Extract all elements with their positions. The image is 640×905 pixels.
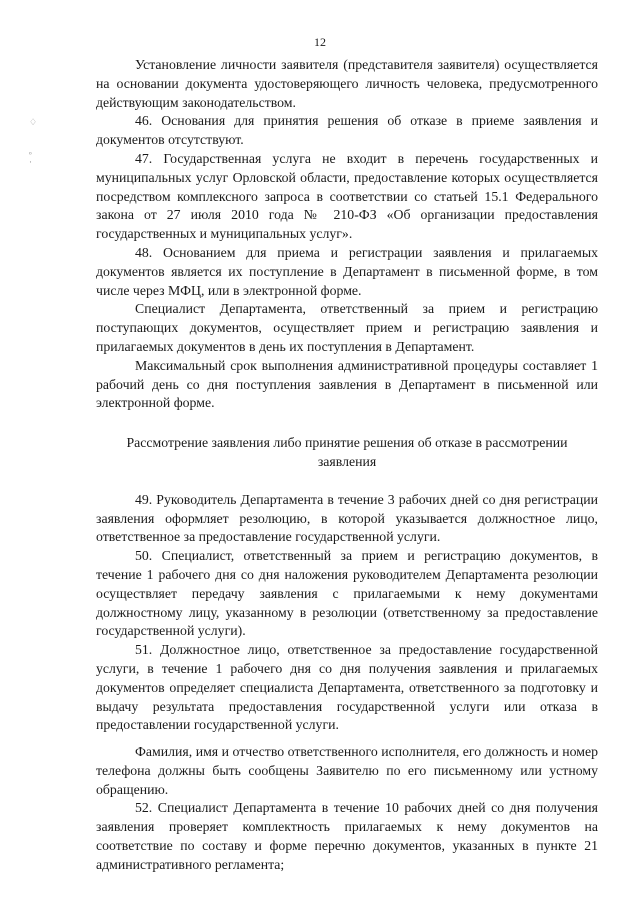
paragraph-max-term: Максимальный срок выполнения административной процедуры составляет 1 рабочий день со дня поступления заявления в Департамент в письменной или электронной форме. (96, 357, 598, 411)
paragraph-49: 49. Руководитель Департамента в течение 3 рабочих дней со дня регистрации заявления оформляет резолюцию, в которой указывается должностное лицо, ответственное за предоставление государственной услуги. (96, 491, 598, 545)
paragraph-48: 48. Основанием для приема и регистрации заявления и прилагаемых документов является их поступление в Департамент в письменной форме, в том числе через МФЦ, или в электронной форме. (96, 244, 598, 298)
document-body (96, 56, 598, 875)
paragraph-gap (96, 735, 598, 743)
margin-mark: ♢ (29, 117, 38, 127)
paragraph-47: 47. Государственная услуга не входит в перечень государственных и муниципальных услуг Орловской области, предоставление которых осуществляется посредством комплексного запроса в соответствии со статьей 15.1 Федерального закона от 27 июля 2010 года № 210-ФЗ «Об организации предоставления государственных и муниципальных услуг». (96, 150, 598, 242)
paragraph-50: 50. Специалист, ответственный за прием и регистрацию документов, в течение 1 рабочего дня со дня наложения руководителем Департамента резолюции осуществляет передачу заявления с прилагаемыми к нему документами должностному лицу, указанному в резолюции (ответственному за предоставление государственной услуги). (96, 548, 598, 639)
paragraph-identity: Установление личности заявителя (представителя заявителя) осуществляется на основании документа удостоверяющего личность человека, предусмотренного действующим законодательством. (96, 57, 598, 110)
section-heading: Рассмотрение заявления либо принятие решения об отказе в рассмотрении заявления (126, 435, 568, 469)
page-number: 12 (314, 35, 326, 49)
paragraph-51: 51. Должностное лицо, ответственное за предоставление государственной услуги, в течение 1 рабочего дня со дня получения заявления и прилагаемых документов определяет специалиста Департамента, ответственного за подготовку и выдачу результата предоставления государственной услуги или отказа в предоставлении государственной услуги. (96, 642, 598, 733)
paragraph-46: 46. Основания для принятия решения об отказе в приеме заявления и документов отсутствуют. (96, 113, 598, 148)
paragraph-52: 52. Специалист Департамента в течение 10 рабочих дней со дня получения заявления проверяет комплектность прилагаемых к нему документов на соответствие по составу и форме перечню документов, указанных в пункте 21 административного регламента; (96, 800, 598, 872)
paragraph-fio: Фамилия, имя и отчество ответственного исполнителя, его должность и номер телефона должны быть сообщены Заявителю по его письменному или устному обращению. (96, 744, 598, 797)
paragraph-specialist: Специалист Департамента, ответственный за прием и регистрацию поступающих документов, осуществляет прием и регистрацию заявления и прилагаемых документов в день их поступления в Департамент. (96, 301, 598, 354)
margin-mark: ᵒ (29, 149, 32, 159)
margin-mark: · (29, 157, 32, 167)
